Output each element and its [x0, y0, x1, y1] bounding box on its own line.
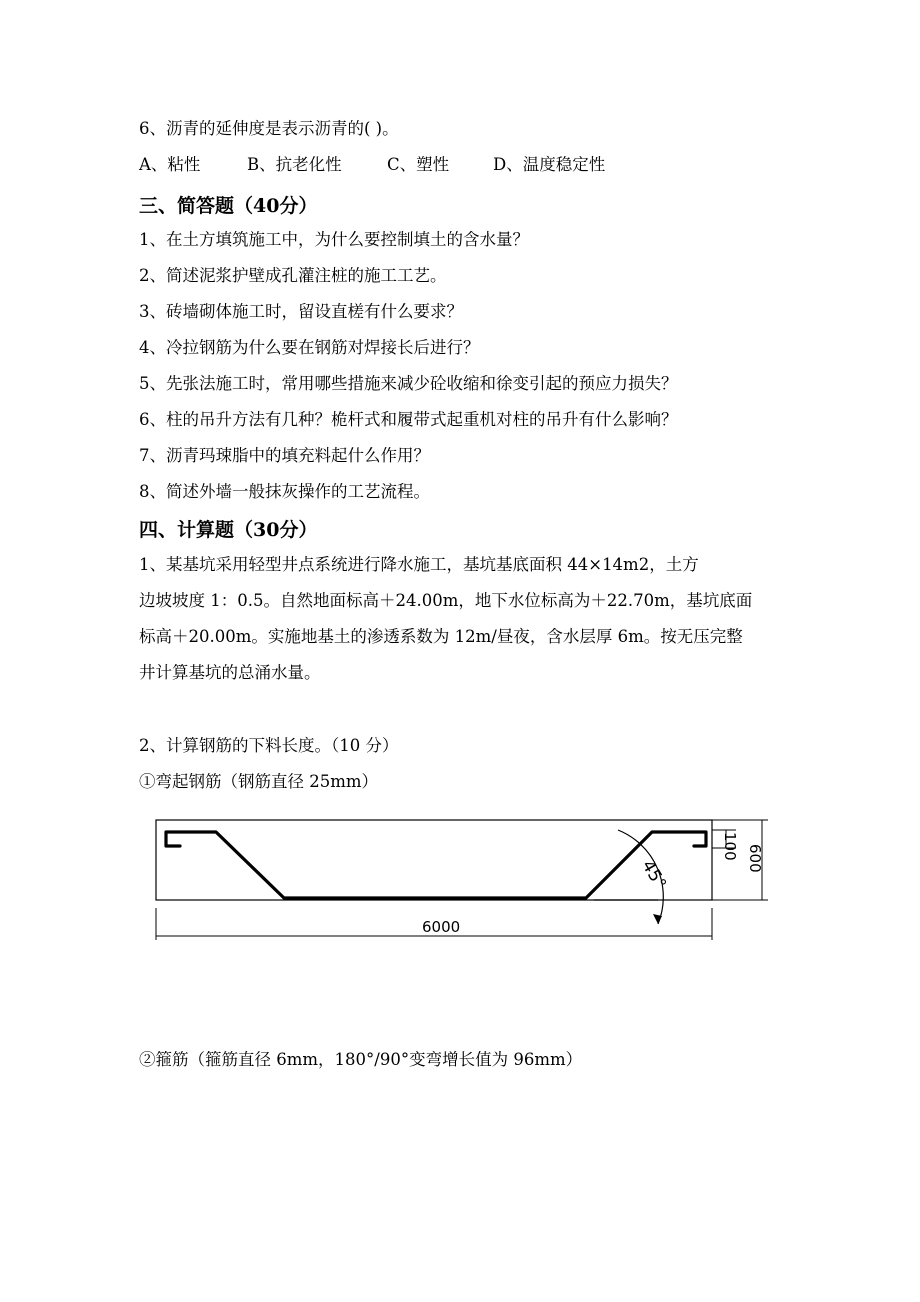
section3-item-7: 7、沥青玛㻋脂中的填充料起什么作用？	[139, 446, 430, 465]
length-dim-label: 6000	[422, 918, 461, 936]
section3-title: 三、简答题（40分）	[139, 195, 318, 217]
height-dim-label: 600	[746, 844, 764, 873]
section4-q1-line-3: 标高＋20.00m。实施地基土的渗透系数为 12m/昼夜，含水层厚 6m。按无压完整	[139, 627, 743, 646]
section4-title: 四、计算题（30分）	[139, 519, 318, 541]
section4-q1-line-1: 1、某基坑采用轻型井点系统进行降水施工，基坑基底面积 44×14m2，土方	[139, 555, 699, 574]
rebar-diagram	[150, 808, 780, 948]
section3-item-6: 6、柱的吊升方法有几种？桅杆式和履带式起重机对柱的吊升有什么影响？	[139, 410, 678, 429]
bent-rebar	[166, 832, 706, 898]
angle-label: 45°	[637, 856, 670, 893]
section4-q2-sub1: ①弯起钢筋（钢筋直径 25mm）	[139, 772, 379, 791]
beam-outline	[156, 820, 712, 900]
hook-dim-label: 100	[721, 832, 739, 861]
q6-option-b: B、抗老化性	[247, 155, 342, 174]
q6-option-a: A、粘性	[139, 155, 201, 174]
q6-options	[139, 155, 739, 175]
section3-item-4: 4、冷拉钢筋为什么要在钢筋对焊接长后进行？	[139, 338, 480, 357]
section4-q1-line-2: 边坡坡度 1：0.5。自然地面标高＋24.00m，地下水位标高为＋22.70m，基坑底面	[139, 591, 753, 610]
section4-q2-sub2: ②箍筋（箍筋直径 6mm，180°/90°变弯增长值为 96mm）	[139, 1050, 583, 1069]
q6-option-d: D、温度稳定性	[493, 155, 606, 174]
section3-item-1: 1、在土方填筑施工中，为什么要控制填土的含水量？	[139, 230, 529, 249]
section4-q1-line-4: 井计算基坑的总涌水量。	[139, 663, 321, 682]
q6-option-c: C、塑性	[387, 155, 450, 174]
section3-item-2: 2、简述泥浆护壁成孔灌注桩的施工工艺。	[139, 266, 447, 285]
section3-item-3: 3、砖墙砌体施工时，留设直槎有什么要求？	[139, 302, 463, 321]
q6-stem: 6、沥青的延伸度是表示沥青的( )。	[139, 119, 399, 138]
section3-item-8: 8、简述外墙一般抹灰操作的工艺流程。	[139, 482, 430, 501]
section4-q2: 2、计算钢筋的下料长度。（10 分）	[139, 736, 399, 755]
section3-item-5: 5、先张法施工时，常用哪些措施来减少砼收缩和徐变引起的预应力损失？	[139, 374, 678, 393]
